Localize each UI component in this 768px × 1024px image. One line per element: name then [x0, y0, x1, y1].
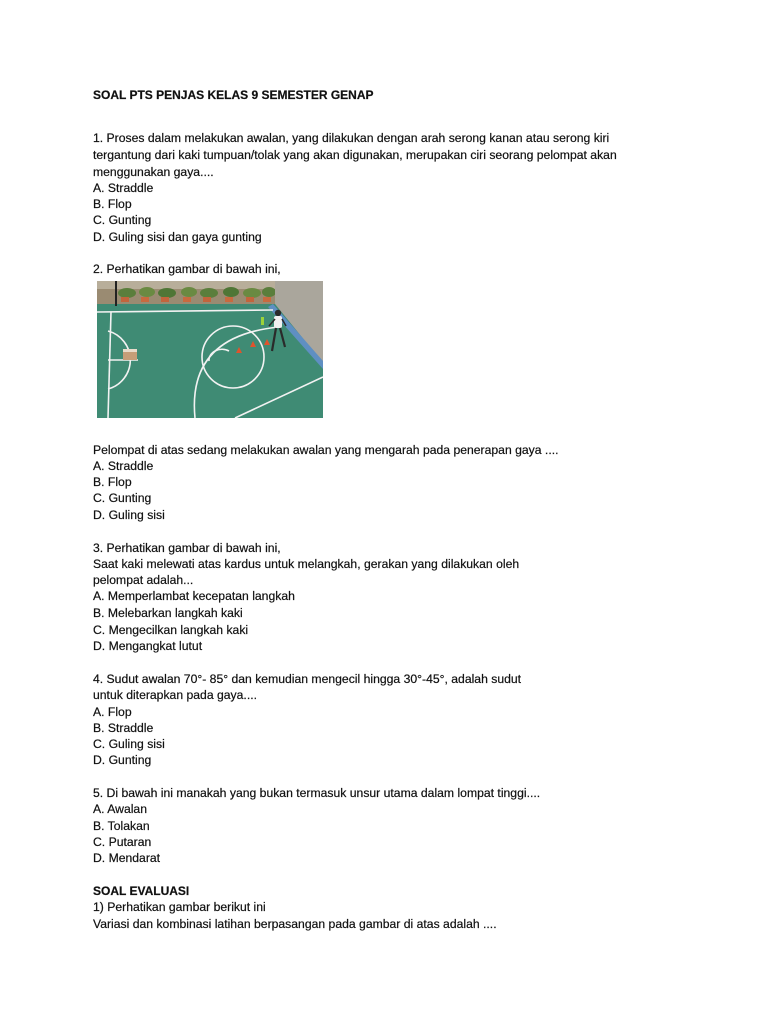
document-title: SOAL PTS PENJAS KELAS 9 SEMESTER GENAP: [93, 88, 374, 102]
question-3-text: 3. Perhatikan gambar di bawah ini,: [93, 541, 281, 555]
evaluation-question-text: Variasi dan kombinasi latihan berpasangan pada gambar di atas adalah ....: [93, 917, 497, 931]
question-4-option-c: C. Guling sisi: [93, 737, 165, 751]
court-photo: [97, 281, 323, 418]
question-1-option-c: C. Gunting: [93, 213, 152, 227]
question-5-option-c: C. Putaran: [93, 835, 152, 849]
question-2-text: 2. Perhatikan gambar di bawah ini,: [93, 262, 281, 276]
cardboard-box: [123, 349, 137, 360]
question-1-option-b: B. Flop: [93, 197, 132, 211]
question-4-text: 4. Sudut awalan 70°- 85° dan kemudian mengecil hingga 30°-45°, adalah sudut: [93, 672, 522, 686]
question-3-option-b: B. Melebarkan langkah kaki: [93, 606, 243, 620]
question-3-option-d: D. Mengangkat lutut: [93, 639, 203, 653]
question-1-text: menggunakan gaya....: [93, 165, 214, 179]
question-1-option-a: A. Straddle: [93, 181, 154, 195]
pole: [115, 281, 117, 306]
question-5-option-b: B. Tolakan: [93, 819, 150, 833]
question-4-option-a: A. Flop: [93, 705, 132, 719]
question-3-option-a: A. Memperlambat kecepatan langkah: [93, 589, 295, 603]
question-5-option-d: D. Mendarat: [93, 851, 161, 865]
question-3-text: Saat kaki melewati atas kardus untuk melangkah, gerakan yang dilakukan oleh: [93, 557, 520, 571]
evaluation-question-text: 1) Perhatikan gambar berikut ini: [93, 900, 266, 914]
question-3-option-c: C. Mengecilkan langkah kaki: [93, 623, 249, 637]
question-1-option-d: D. Guling sisi dan gaya gunting: [93, 230, 262, 244]
question-2-option-b: B. Flop: [93, 475, 132, 489]
question-2-prompt: Pelompat di atas sedang melakukan awalan yang mengarah pada penerapan gaya ....: [93, 443, 559, 457]
question-4-option-b: B. Straddle: [93, 721, 154, 735]
question-2-option-d: D. Guling sisi: [93, 508, 165, 522]
question-5-text: 5. Di bawah ini manakah yang bukan termasuk unsur utama dalam lompat tinggi....: [93, 786, 541, 800]
question-3-text: pelompat adalah...: [93, 573, 194, 587]
evaluation-heading: SOAL EVALUASI: [93, 884, 190, 898]
question-5-option-a: A. Awalan: [93, 802, 147, 816]
question-4-option-d: D. Gunting: [93, 753, 152, 767]
question-1-text: tergantung dari kaki tumpuan/tolak yang akan digunakan, merupakan ciri seorang pelompat akan: [93, 148, 617, 162]
question-4-text: untuk diterapkan pada gaya....: [93, 688, 257, 702]
question-1-text: 1. Proses dalam melakukan awalan, yang dilakukan dengan arah serong kanan atau serong kiri: [93, 131, 610, 145]
question-2-option-a: A. Straddle: [93, 459, 154, 473]
question-2-option-c: C. Gunting: [93, 491, 152, 505]
